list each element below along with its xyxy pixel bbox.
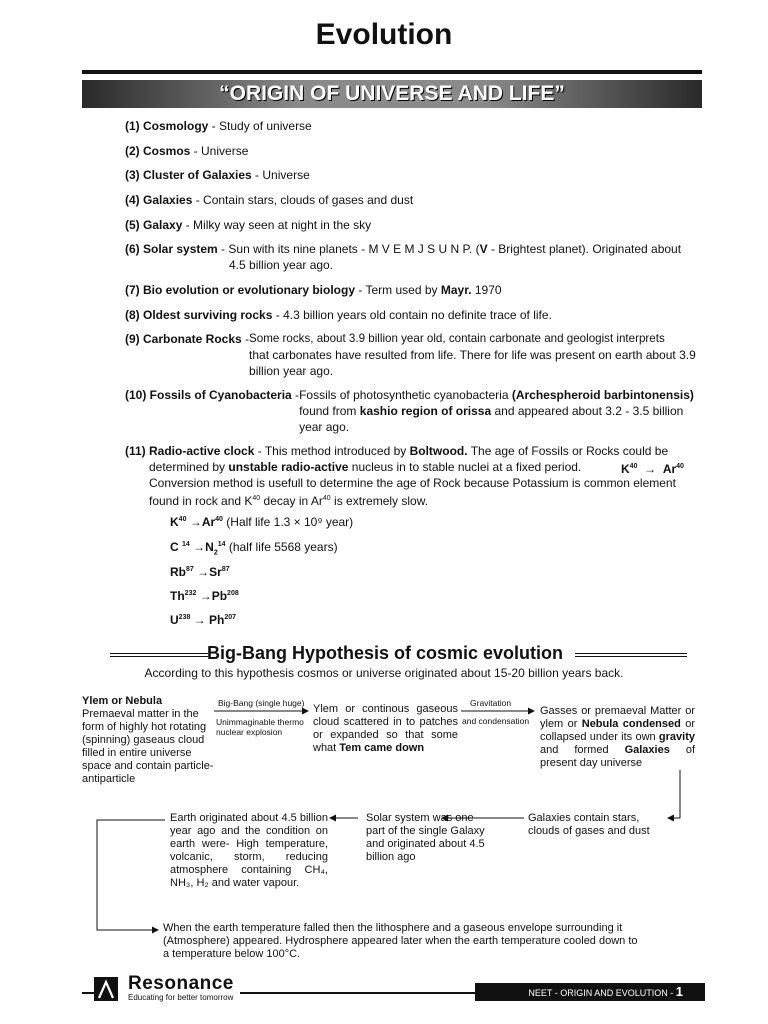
item-sep: - xyxy=(217,242,229,256)
logo-name: Resonance xyxy=(128,973,234,994)
nebula-title: Ylem or Nebula xyxy=(82,695,163,707)
arrow1-top-label: Big-Bang (single huge) xyxy=(218,698,305,708)
equation: $U^{238} \to Ph^{207}$ xyxy=(170,613,237,627)
item-text: This method introduced by xyxy=(264,444,410,458)
item-text: nucleus in to stable nuclei at a fixed period. xyxy=(348,460,582,474)
item-sep: - xyxy=(241,332,250,346)
item-sep: - xyxy=(190,144,202,158)
item-term: (10) Fossils of Cyanobacteria xyxy=(125,388,292,402)
equation: $K^{40} \to Ar^{40}$ (Half life 1.3 × 10⁹ year) xyxy=(170,515,354,529)
item-term: (5) Galaxy xyxy=(125,218,183,232)
item-text: Conversion method is usefull to determine the age of Rock because Potassium is common element xyxy=(149,476,676,490)
item-sep: - xyxy=(355,283,366,297)
item-text: Term used by xyxy=(365,283,441,297)
item-sep: - xyxy=(182,218,194,232)
item-term: (1) Cosmology xyxy=(125,119,209,133)
item-term: (3) Cluster of Galaxies xyxy=(125,168,252,182)
item-term: (9) Carbonate Rocks xyxy=(125,332,242,346)
ylem-text: Ylem or continous gaseous cloud scattered in to patches or expanded so that some what xyxy=(313,703,458,754)
item-bold: kashio region of orissa xyxy=(359,404,492,418)
equation: C $^{14} \to N_2^{14}$ (half life 5568 years) xyxy=(170,540,338,557)
item-text: Milky way seen at night in the sky xyxy=(193,218,372,232)
arrow-to-final xyxy=(97,820,165,930)
item-term: (2) Cosmos xyxy=(125,144,191,158)
item-text: 1970 xyxy=(471,283,502,297)
item-bold: V xyxy=(479,242,488,256)
nebula-text: Premaeval matter in the form of highly hot rotating (spinning) gaseaus cloud filled in entire universe space and contain particle-antiparticle xyxy=(82,708,214,785)
list-item: (11) Radio-active clock - This method introduced by Boltwood. The age of Fossils or Rocks could be determined by unstable radio-active nucleus in to stable nuclei at a fixed period. $K^{40} \to Ar^{40}$ Conversion method is usefull to determine the age of Rock because Potassium is common element found in rock and $K^{40}$ decay in Ar$^{40}$ is extremely slow. xyxy=(125,443,705,509)
flow-galaxies: Galaxies contain stars, clouds of gases and dust xyxy=(528,812,650,837)
ylem-bold: Tem came down xyxy=(339,742,425,754)
item-sep: - xyxy=(291,388,300,402)
footer-label: NEET - ORIGIN AND EVOLUTION - xyxy=(528,988,676,998)
item-text: The age of Fossils or Rocks could be xyxy=(467,444,669,458)
bigbang-subtitle: According to this hypothesis cosmos or universe originated about 15-20 billion years back. xyxy=(144,666,624,680)
arrow-to-galaxies xyxy=(668,770,680,818)
item-sep: - xyxy=(251,168,263,182)
item-sep: - xyxy=(254,444,265,458)
item-bold: unstable radio-active xyxy=(228,460,349,474)
item-continuation: 4.5 billion year ago. xyxy=(229,258,334,272)
item-term: (7) Bio evolution or evolutionary biology xyxy=(125,283,356,297)
k-ar-reaction: $K^{40} \to Ar^{40}$ xyxy=(621,462,684,476)
flow-solar: Solar system was one part of the single Galaxy and originated about 4.5 billion ago xyxy=(366,812,485,863)
item-text: - Brightest planet). Originated about xyxy=(487,242,682,256)
item-text: Some rocks, about 3.9 billion year old, contain carbonate and geologist interprets xyxy=(249,332,665,345)
arrow2-bottom-label: and condensation xyxy=(462,716,530,726)
item-text: Universe xyxy=(262,168,310,182)
item-term: (4) Galaxies xyxy=(125,193,193,207)
equation: $Th^{232} \to Pb^{208}$ xyxy=(170,589,239,603)
item-bold: Mayr. xyxy=(440,283,472,297)
arrow2-top-label: Gravitation xyxy=(470,698,512,708)
footer-bar xyxy=(475,983,705,1001)
item-sep: - xyxy=(272,308,284,322)
logo-tagline: Educating for better tomorrow xyxy=(128,993,234,1002)
page-number: 1 xyxy=(675,984,683,999)
item-continuation: and appeared about 3.2 - 3.5 billion year ago. xyxy=(299,404,684,434)
flow-earth: Earth originated about 4.5 billion year ago and the condition on earth were- High temperature, volcanic, storm, reducing atmosphere containing CH₄, NH₃, H₂ and water vapour. xyxy=(170,812,328,889)
item-text: 4.3 billion years old contain no definite trace of life. xyxy=(283,308,552,322)
item-text: Contain stars, clouds of gases and dust xyxy=(203,193,414,207)
item-text: determined by xyxy=(149,460,229,474)
flow-gasses: Gasses or premaeval Matter or ylem or Nebula condensed or collapsed under its own gravity and formed Galaxies of present day universe xyxy=(540,705,696,769)
item-sep: - xyxy=(208,119,220,133)
item-bold: Boltwood. xyxy=(409,444,468,458)
item-term: (6) Solar system xyxy=(125,242,218,256)
section-banner: “ORIGIN OF UNIVERSE AND LIFE” xyxy=(82,80,702,108)
item-sep: - xyxy=(192,193,204,207)
item-bold: (Archespheroid barbintonensis) xyxy=(511,388,694,402)
item-term: (11) Radio-active clock xyxy=(125,444,255,458)
item-text: Fossils of photosynthetic cyanobacteria xyxy=(299,388,512,402)
equation: $Rb^{87} \to Sr^{87}$ xyxy=(170,565,230,579)
item-text: Universe xyxy=(201,144,249,158)
flow-final: When the earth temperature falled then the lithosphere and a gaseous envelope surrounding it (Atmosphere) appeared. Hydrosphere appeared later when the earth temperature cooled down to a temperature below 100°C. xyxy=(163,922,638,960)
page-title: Evolution xyxy=(315,18,453,51)
item-term: (8) Oldest surviving rocks xyxy=(125,308,273,322)
logo-icon xyxy=(94,977,118,1001)
item-continuation: found from xyxy=(299,404,360,418)
item-text: Sun with its nine planets - M V E M J S U N P. ( xyxy=(228,242,480,256)
item-continuation: that carbonates have resulted from life. There for life was present on earth about 3.9 billion year ago. xyxy=(249,348,696,378)
flow-ylem xyxy=(313,703,458,755)
flow-nebula xyxy=(82,695,217,786)
resonance-logo xyxy=(96,975,240,1002)
bigbang-title: Big-Bang Hypothesis of cosmic evolution xyxy=(206,643,564,663)
arrow1-bottom-label: Unimmaginable thermo nuclear explosion xyxy=(216,717,304,737)
item-text: Study of universe xyxy=(219,119,312,133)
